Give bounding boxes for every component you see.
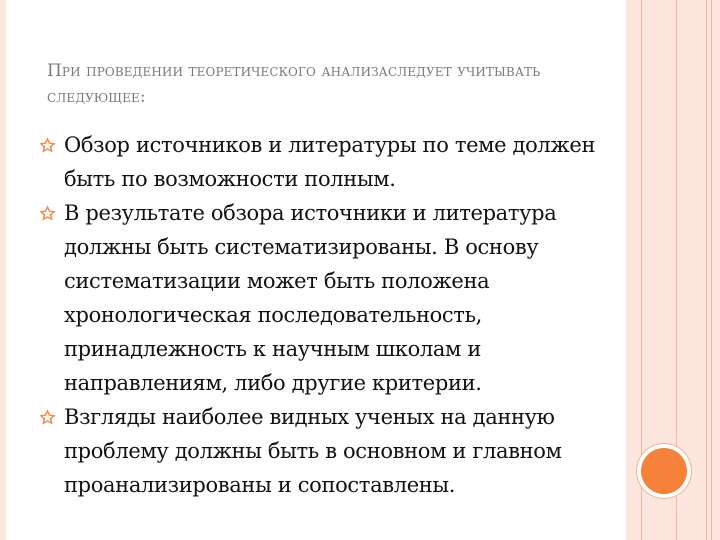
orange-star-bullet-icon [38,128,64,162]
orange-star-bullet-icon [38,196,64,230]
bullet-text: Обзор источников и литературы по теме должен быть по возможности полным. [64,133,596,191]
list-item [38,196,628,400]
left-edge-decoration [0,0,6,540]
list-item [38,400,628,502]
decorative-line [706,0,707,540]
bullet-text: В результате обзора источники и литература должны быть систематизированы. В основу систематизации может быть положена хронологическая последовательность, принадлежность к научным школам и направлениям, либо другие критерии. [64,201,557,395]
decorative-line [711,0,712,540]
slide-title: При проведении теоретического анализаследует учитывать следующее: [47,61,541,107]
list-item [38,128,628,196]
orange-circle-icon [641,448,687,494]
bullet-list [38,128,628,502]
bullet-text: Взгляды наиболее видных ученых на данную проблему должны быть в основном и главном проанализированы и сопоставлены. [64,405,562,497]
decorative-line [641,0,642,540]
orange-star-bullet-icon [38,400,64,434]
